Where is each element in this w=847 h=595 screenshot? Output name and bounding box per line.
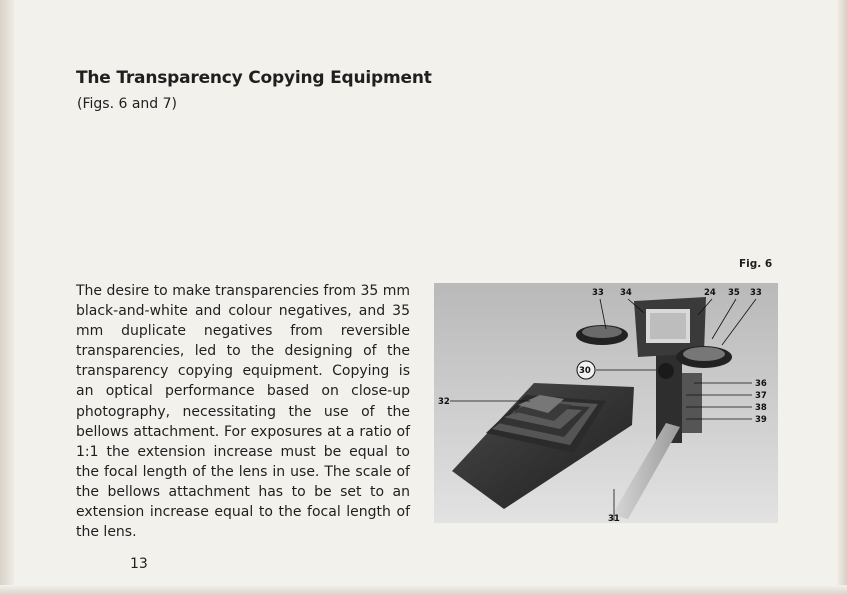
page-edge-right xyxy=(837,0,847,595)
body-paragraph: The desire to make transparencies from 35 mm black-and-white and colour negatives, and 35 mm duplicate negatives from reversible transparencies, led to the designing of the transparency copying equipment. Copying is an optical performance based on close-up photography, necessitating the use of the bellows attachment. For exposures at a ratio of 1:1 the extension increase must be equal to the focal length of the lens in use. The scale of the bellows attachment has to be set to an extension increase equal to the focal length of the lens. xyxy=(76,283,410,541)
callout-34: 34 xyxy=(620,288,632,298)
callout-35: 35 xyxy=(728,288,740,298)
callout-30: 30 xyxy=(579,366,591,376)
page-number: 13 xyxy=(130,556,148,572)
page-bottom-edge xyxy=(0,585,847,595)
callout-38: 38 xyxy=(755,403,767,413)
figure-reference: (Figs. 6 and 7) xyxy=(77,96,177,112)
equipment-illustration xyxy=(434,283,778,523)
page-edge-left xyxy=(0,0,14,595)
figure-label: Fig. 6 xyxy=(739,258,773,270)
callout-37: 37 xyxy=(755,391,767,401)
callout-32: 32 xyxy=(438,397,450,407)
callout-33-right: 33 xyxy=(750,288,762,298)
callout-36: 36 xyxy=(755,379,767,389)
callout-31: 31 xyxy=(608,514,620,523)
equipment-photo xyxy=(434,283,778,523)
page-title: The Transparency Copying Equipment xyxy=(76,68,432,88)
callout-39: 39 xyxy=(755,415,767,425)
callout-33-left: 33 xyxy=(592,288,604,298)
callout-24: 24 xyxy=(704,288,716,298)
